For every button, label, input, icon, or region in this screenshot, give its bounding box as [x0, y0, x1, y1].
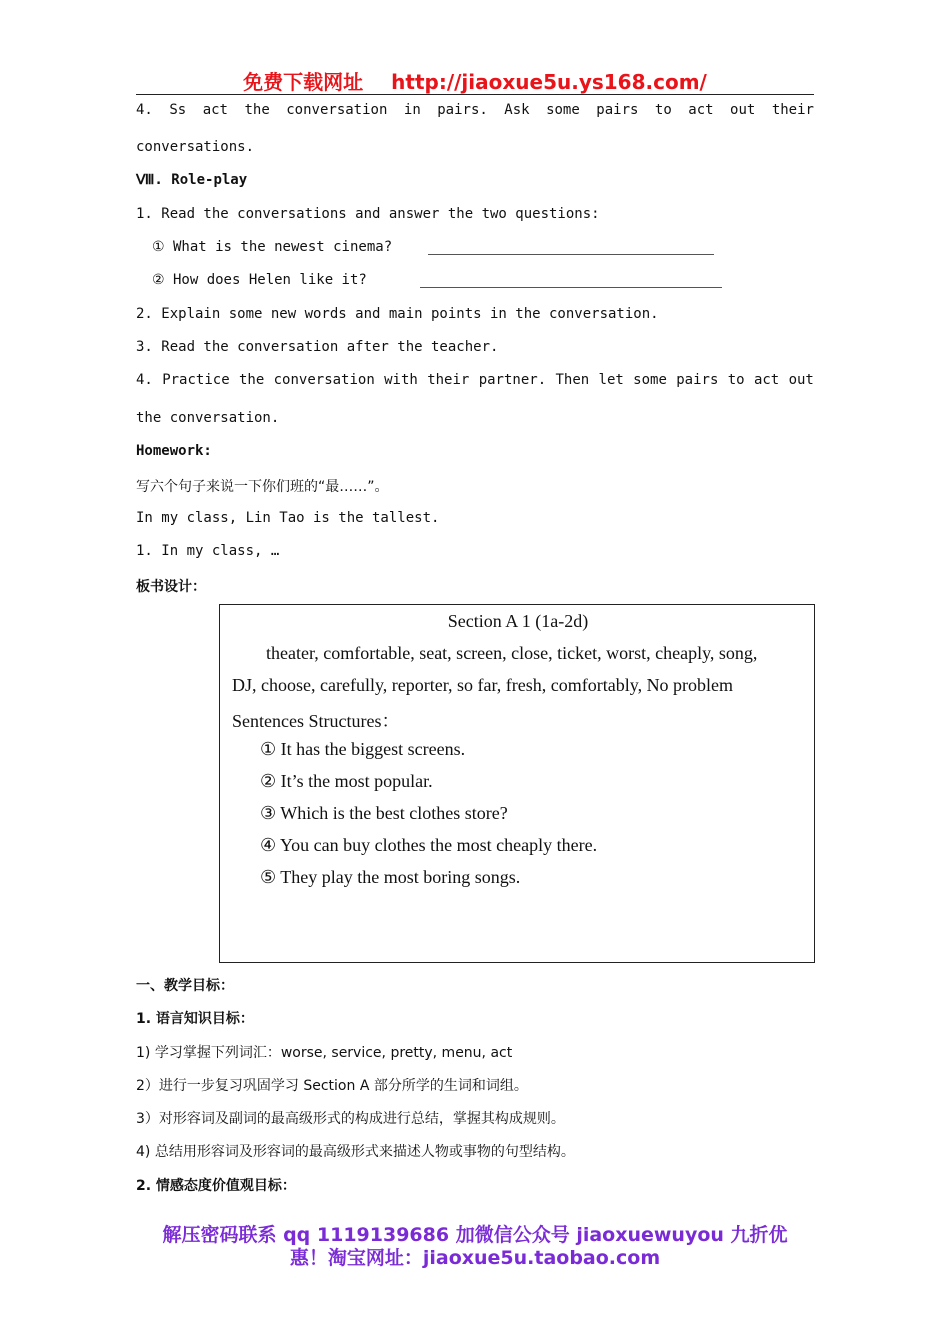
board-sentence: ① It has the biggest screens. [260, 739, 466, 759]
header-url-link[interactable]: http://jiaoxue5u.ys168.com/ [391, 70, 707, 94]
role-play-item-2: 2. Explain some new words and main points in the conversation. [136, 306, 659, 322]
act-conversation-continued: conversations. [136, 139, 255, 155]
answer-2-blank [420, 287, 722, 288]
p1-word: pairs [596, 102, 639, 118]
p1-word: their [771, 102, 814, 118]
p1-word: conversation [286, 102, 388, 118]
board-sentence: ④ You can buy clothes the most cheaply there. [260, 835, 598, 855]
objectives-sub-2: 2. 情感态度价值观目标： [136, 1178, 296, 1194]
role-play-item-4 [136, 372, 814, 388]
rp-word: let [598, 372, 624, 388]
question-1 [152, 239, 392, 255]
p1-word: act [688, 102, 714, 118]
objective-point: 3）对形容词及副词的最高级形式的构成进行总结，掌握其构成规则。 [136, 1111, 565, 1127]
p1-word: in [403, 102, 421, 118]
answer-1-blank [428, 254, 714, 255]
homework-example: In my class, Lin Tao is the tallest. [136, 510, 440, 526]
p1-word: Ask [504, 102, 530, 118]
p1-word: out [730, 102, 756, 118]
rp-word: their [427, 372, 470, 388]
board-vocab-line-2: DJ, choose, carefully, reporter, so far, fresh, comfortably, No problem [232, 675, 734, 695]
rp-word: conversation [273, 372, 375, 388]
role-play-item-1: 1. Read the conversations and answer the two questions: [136, 206, 600, 222]
rp-word: with [384, 372, 418, 388]
role-play-item-3: 3. Read the conversation after the teacher. [136, 339, 499, 355]
role-play-heading: Ⅷ. Role-play [136, 172, 248, 188]
board-design-heading: 板书设计： [136, 579, 206, 595]
rp-word: some [633, 372, 667, 388]
footer-line-1: 解压密码联系 qq 1119139686 加微信公众号 jiaoxuewuyou 九折优 [162, 1224, 788, 1246]
board-sentence: ② It’s the most popular. [260, 771, 433, 791]
question-2-text: ② How does Helen like it? [152, 272, 367, 288]
objectives-heading: 一、教学目标： [136, 978, 234, 994]
board-vocab-line-1: theater, comfortable, seat, screen, close, ticket, worst, cheaply, song, [266, 643, 758, 663]
rp-word: out [788, 372, 814, 388]
p1-word: act [202, 102, 228, 118]
rp-word: to [727, 372, 745, 388]
rp-word: act [753, 372, 780, 388]
p1-word: the [244, 102, 270, 118]
header-label: 免费下载网址 [243, 70, 364, 94]
p1-word: pairs. [437, 102, 488, 118]
p1-word: to [654, 102, 672, 118]
objective-point: 2）进行一步复习巩固学习 Section A 部分所学的生词和词组。 [136, 1078, 528, 1094]
p1-word: some [546, 102, 580, 118]
board-structures-label: Sentences Structures： [232, 711, 400, 731]
homework-item-1: 1. In my class, … [136, 543, 280, 559]
objective-point: 4) 总结用形容词及形容词的最高级形式来描述人物或事物的句型结构。 [136, 1144, 575, 1160]
rp-word: the [238, 372, 265, 388]
footer-line-2: 惠！淘宝网址：jiaoxue5u.taobao.com [289, 1247, 661, 1269]
objective-point: 1) 学习掌握下列词汇：worse, service, pretty, menu, act [136, 1045, 513, 1061]
question-2 [152, 272, 367, 288]
rp-word: 4. [136, 372, 153, 388]
rp-word: pairs [676, 372, 719, 388]
board-title: Section A 1 (1a-2d) [447, 611, 589, 631]
p1-word: 4. [136, 102, 153, 118]
homework-heading: Homework: [136, 443, 212, 459]
rp-word: Practice [162, 372, 230, 388]
page-header [0, 66, 950, 95]
homework-instruction: 写六个句子来说一下你们班的“最……”。 [136, 479, 389, 495]
role-play-item-4-continued: the conversation. [136, 410, 280, 426]
rp-word: Then [555, 372, 590, 388]
question-1-text: ① What is the newest cinema? [152, 239, 393, 255]
board-design-box [219, 604, 815, 963]
header-divider [136, 94, 814, 95]
p1-word: Ss [169, 102, 187, 118]
objectives-sub-1: 1. 语言知识目标： [136, 1011, 254, 1027]
board-sentence: ③ Which is the best clothes store? [260, 803, 508, 823]
rp-word: partner. [478, 372, 547, 388]
act-conversation-line [136, 102, 814, 118]
board-sentence: ⑤ They play the most boring songs. [260, 867, 521, 887]
